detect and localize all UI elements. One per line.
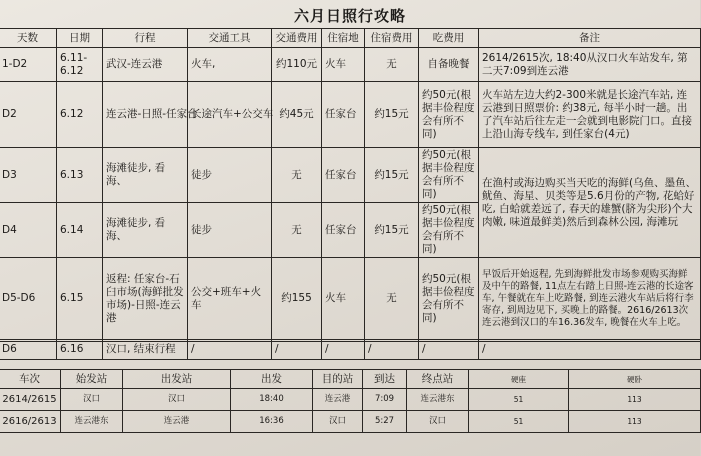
- header-transport: 交通工具: [188, 29, 272, 48]
- food-cost-cell: 约50元(根据丰俭程度会有所不同): [419, 82, 479, 148]
- depart-station-cell: 连云港: [123, 411, 231, 433]
- terminal-cell: 连云港东: [407, 389, 469, 411]
- note-cell: 火车站左边大约2-300米就是长途汽车站, 连云港到日照票价: 约38元, 每半小时一趟。出了汽车站后往左走一会就到电影院门口。直接上沿山海专线车, 到任家台(4元): [479, 82, 701, 148]
- destination-cell: 连云港: [313, 389, 363, 411]
- route-cell: 连云港-日照-任家台: [103, 82, 188, 148]
- date-cell: 6.12: [57, 82, 103, 148]
- section-divider: [0, 341, 700, 370]
- food-cost-cell: 约50元(根据丰俭程度会有所不同): [419, 203, 479, 258]
- transport-cost-cell: 约110元: [272, 48, 322, 82]
- hard-seat-cell: 51: [469, 389, 569, 411]
- origin-cell: 汉口: [61, 389, 123, 411]
- table-row: [0, 48, 701, 82]
- food-cost-cell: 自备晚餐: [419, 48, 479, 82]
- header-depart-time: 出发: [231, 370, 313, 389]
- day-cell: D5-D6: [0, 258, 57, 340]
- transport-cost-cell: 无: [272, 148, 322, 203]
- food-cost-cell: /: [419, 340, 479, 360]
- date-cell: 6.13: [57, 148, 103, 203]
- origin-cell: 连云港东: [61, 411, 123, 433]
- day-cell: D2: [0, 82, 57, 148]
- transport-cost-cell: 约155: [272, 258, 322, 340]
- depart-time-cell: 18:40: [231, 389, 313, 411]
- route-cell: 返程: 任家台-石臼市场(海鲜批发市场)-日照-连云港: [103, 258, 188, 340]
- hard-sleeper-cell: 113: [569, 411, 701, 433]
- transport-cell: 公交+班车+火车: [188, 258, 272, 340]
- date-cell: 6.11-6.12: [57, 48, 103, 82]
- table-row: [0, 389, 701, 411]
- transport-cell: 徒步: [188, 203, 272, 258]
- route-cell: 汉口, 结束行程: [103, 340, 188, 360]
- transport-cell: 火车,: [188, 48, 272, 82]
- table-row: [0, 82, 701, 148]
- header-food-cost: 吃费用: [419, 29, 479, 48]
- lodging-cost-cell: 无: [365, 48, 419, 82]
- note-cell: /: [479, 340, 701, 360]
- table-row: [0, 411, 701, 433]
- table-row: [0, 148, 701, 203]
- header-train-no: 车次: [0, 370, 61, 389]
- header-depart-station: 出发站: [123, 370, 231, 389]
- transport-cost-cell: 约45元: [272, 82, 322, 148]
- food-cost-cell: 约50元(根据丰俭程度会有所不同): [419, 148, 479, 203]
- note-cell: 在渔村或海边购买当天吃的海鲜(乌鱼、墨鱼、鱿鱼、海星、贝类等是5.6月份的产物, 花蛤好吃, 白蛤就差远了, 春天的雄蟹(脐为尖形)个大肉嫩, 味道最鲜美)然后到森林公园, 海滩玩: [479, 148, 701, 258]
- table-row: [0, 258, 701, 340]
- lodging-cost-cell: 约15元: [365, 148, 419, 203]
- route-cell: 海滩徒步, 看海、: [103, 148, 188, 203]
- lodging-cell: 火车: [322, 258, 365, 340]
- itinerary-header-row: [0, 29, 701, 48]
- depart-station-cell: 汉口: [123, 389, 231, 411]
- header-terminal: 终点站: [407, 370, 469, 389]
- date-cell: 6.16: [57, 340, 103, 360]
- itinerary-table: [0, 28, 701, 360]
- train-no-cell: 2616/2613: [0, 411, 61, 433]
- date-cell: 6.14: [57, 203, 103, 258]
- lodging-cell: 火车: [322, 48, 365, 82]
- route-cell: 海滩徒步, 看海、: [103, 203, 188, 258]
- terminal-cell: 汉口: [407, 411, 469, 433]
- hard-sleeper-cell: 113: [569, 389, 701, 411]
- lodging-cell: 任家台: [322, 82, 365, 148]
- day-cell: D6: [0, 340, 57, 360]
- header-lodging: 住宿地: [322, 29, 365, 48]
- header-transport-cost: 交通费用: [272, 29, 322, 48]
- header-hard-sleeper: 硬卧: [569, 370, 701, 389]
- note-cell: 2614/2615次, 18:40从汉口火车站发车, 第二天7:09到连云港: [479, 48, 701, 82]
- day-cell: D4: [0, 203, 57, 258]
- date-cell: 6.15: [57, 258, 103, 340]
- lodging-cell: 任家台: [322, 148, 365, 203]
- header-arrive-time: 到达: [363, 370, 407, 389]
- lodging-cost-cell: /: [365, 340, 419, 360]
- page-title: 六月日照行攻略: [293, 7, 406, 25]
- arrive-time-cell: 7:09: [363, 389, 407, 411]
- lodging-cost-cell: 无: [365, 258, 419, 340]
- train-schedule-table: [0, 369, 701, 433]
- transport-cost-cell: /: [272, 340, 322, 360]
- arrive-time-cell: 5:27: [363, 411, 407, 433]
- destination-cell: 汉口: [313, 411, 363, 433]
- day-cell: 1-D2: [0, 48, 57, 82]
- note-cell: 早饭后开始返程, 先到海鲜批发市场参观购买海鲜及中午的路餐, 11点左右踏上日照-连云港的长途客车, 午餐就在车上吃路餐, 到连云港火车站后将行李寄存, 到周边见下, 买晚上的路餐。2616/2613次连云港到汉口的车16.36发车, 晚餐在火车上吃。: [479, 258, 701, 340]
- lodging-cell: 任家台: [322, 203, 365, 258]
- food-cost-cell: 约50元(根据丰俭程度会有所不同): [419, 258, 479, 340]
- header-hard-seat: 硬座: [469, 370, 569, 389]
- hard-seat-cell: 51: [469, 411, 569, 433]
- day-cell: D3: [0, 148, 57, 203]
- header-day: 天数: [0, 29, 57, 48]
- lodging-cost-cell: 约15元: [365, 203, 419, 258]
- header-date: 日期: [57, 29, 103, 48]
- lodging-cell: /: [322, 340, 365, 360]
- transport-cost-cell: 无: [272, 203, 322, 258]
- train-header-row: [0, 370, 701, 389]
- transport-cell: 长途汽车+公交车: [188, 82, 272, 148]
- header-origin: 始发站: [61, 370, 123, 389]
- transport-cell: 徒步: [188, 148, 272, 203]
- transport-cell: /: [188, 340, 272, 360]
- train-no-cell: 2614/2615: [0, 389, 61, 411]
- header-destination: 目的站: [313, 370, 363, 389]
- lodging-cost-cell: 约15元: [365, 82, 419, 148]
- depart-time-cell: 16:36: [231, 411, 313, 433]
- route-cell: 武汉-连云港: [103, 48, 188, 82]
- header-note: 备注: [479, 29, 701, 48]
- header-route: 行程: [103, 29, 188, 48]
- header-lodging-cost: 住宿费用: [365, 29, 419, 48]
